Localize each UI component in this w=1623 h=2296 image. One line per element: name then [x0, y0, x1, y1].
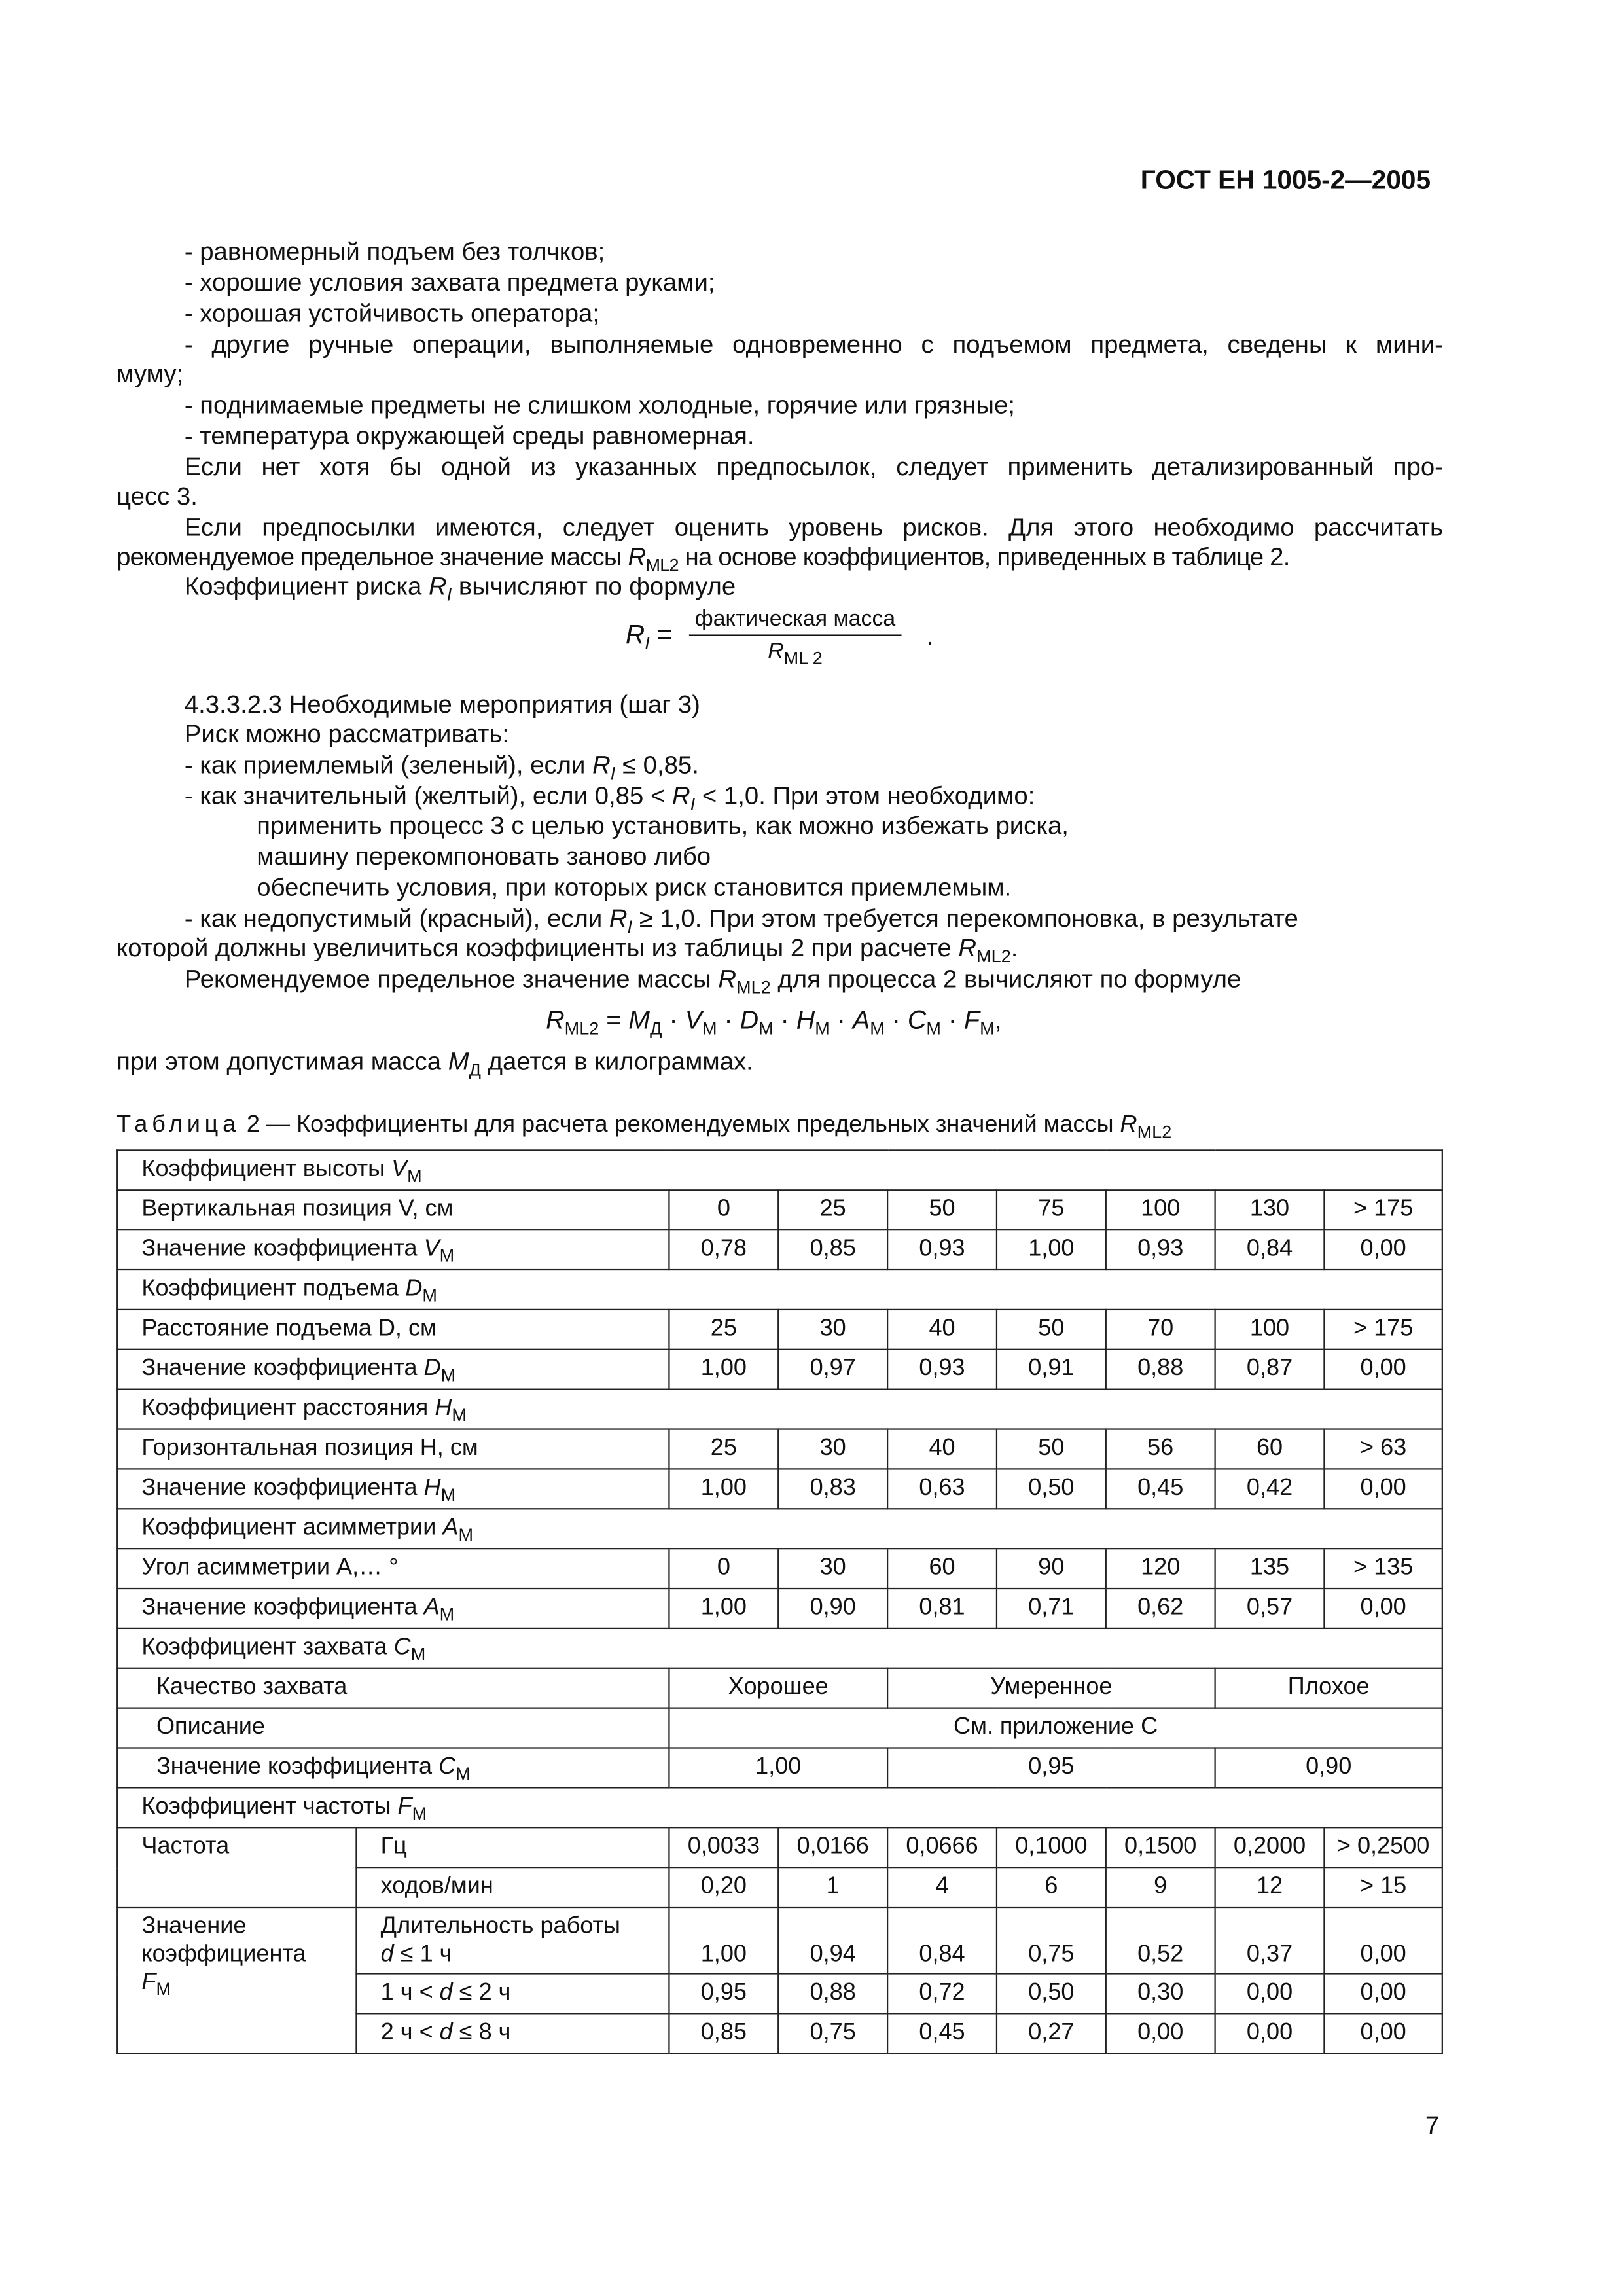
cell: 1,00: [669, 1748, 887, 1788]
paragraph-line: Если нет хотя бы одной из указанных предпосылок, следует применить детализированный про-: [184, 453, 1443, 481]
text-line: муму;: [116, 360, 184, 388]
cell: 0,84: [887, 1907, 997, 1973]
formula-lhs: $R_I$ =: [625, 619, 673, 654]
cell: 90: [997, 1549, 1106, 1588]
cell: 1,00: [669, 1907, 778, 1973]
cell: 0,0033: [669, 1827, 778, 1867]
cell: 0,95: [669, 1973, 778, 2013]
cell: 0,00: [1106, 2013, 1215, 2053]
cell: 0,88: [1106, 1350, 1215, 1390]
row-label: Вертикальная позиция V, см: [117, 1190, 669, 1230]
cell: 12: [1215, 1867, 1325, 1907]
cell: 0,20: [669, 1867, 778, 1907]
cell: > 135: [1324, 1549, 1442, 1588]
cell: 0,84: [1215, 1230, 1325, 1270]
cell: 0,00: [1324, 1469, 1442, 1509]
cell: 100: [1106, 1190, 1215, 1230]
cell: 0,0666: [887, 1827, 997, 1867]
coefficients-table: [116, 1149, 1443, 2054]
table-row: [117, 1748, 1442, 1788]
cell: Умеренное: [887, 1668, 1215, 1708]
cell: 0,85: [669, 2013, 778, 2053]
cell: 0,94: [778, 1907, 887, 1973]
cell: 0,30: [1106, 1973, 1215, 2013]
cell: 0,97: [778, 1350, 887, 1390]
row-label: Угол асимметрии A,… °: [117, 1549, 669, 1588]
bullet-line: - поднимаемые предметы не слишком холодные, горячие или грязные;: [184, 391, 1015, 420]
row-label: Описание: [117, 1708, 669, 1748]
document-header: ГОСТ ЕН 1005-2—2005: [1140, 165, 1431, 195]
cell: 75: [997, 1190, 1106, 1230]
cell: 0,62: [1106, 1588, 1215, 1628]
cell: 0,75: [778, 2013, 887, 2053]
cell: 50: [997, 1429, 1106, 1469]
cell: 30: [778, 1310, 887, 1350]
cell: 30: [778, 1429, 887, 1469]
cell: 40: [887, 1310, 997, 1350]
section-heading: 4.3.3.2.3 Необходимые мероприятия (шаг 3): [184, 691, 700, 719]
cell: 0,57: [1215, 1588, 1325, 1628]
table-row: [117, 1469, 1442, 1509]
table-row: [117, 1907, 1442, 1973]
cell: 4: [887, 1867, 997, 1907]
cell: 50: [887, 1190, 997, 1230]
table-row: [117, 1668, 1442, 1708]
table-section-row: [117, 1509, 1442, 1549]
row-label: Значение коэффициента $C_М$: [117, 1748, 669, 1788]
cell: См. приложение С: [669, 1708, 1442, 1748]
cell: Хорошее: [669, 1668, 887, 1708]
cell: 0,50: [997, 1469, 1106, 1509]
cell: 0,00: [1324, 1973, 1442, 2013]
row-label: Значение коэффициента $H_М$: [117, 1469, 669, 1509]
cell: 0: [669, 1190, 778, 1230]
cell: 6: [997, 1867, 1106, 1907]
formula-rml2: $R_{ML2} = M_Д \cdot V_М \cdot D_М \cdot H_М \cdot A_М \cdot C_М \cdot F_М$,: [546, 1005, 1002, 1039]
table-section-row: [117, 1390, 1442, 1429]
table-row: [117, 1827, 1442, 1867]
paragraph-line: Рекомендуемое предельное значение массы $R_{ML2}$ для процесса 2 вычисляют по формуле: [184, 965, 1241, 998]
cell: 0,85: [778, 1230, 887, 1270]
cell: 0,00: [1215, 2013, 1325, 2053]
cell: 0: [669, 1549, 778, 1588]
cell: 0,88: [778, 1973, 887, 2013]
cell: 0,90: [778, 1588, 887, 1628]
cell: 0,00: [1324, 1230, 1442, 1270]
row-label: Значение коэффициента $D_М$: [117, 1350, 669, 1390]
cell: 0,52: [1106, 1907, 1215, 1973]
section-label: Коэффициент расстояния $H_М$: [117, 1390, 1442, 1429]
cell: 25: [669, 1429, 778, 1469]
cell: 1,00: [669, 1350, 778, 1390]
row-label: Горизонтальная позиция H, см: [117, 1429, 669, 1469]
cell: 1,00: [669, 1588, 778, 1628]
table-row: [117, 1708, 1442, 1748]
cell: Плохое: [1215, 1668, 1442, 1708]
cell: 1,00: [997, 1230, 1106, 1270]
cell: 0,00: [1324, 1350, 1442, 1390]
row-sublabel: ходов/мин: [356, 1867, 669, 1907]
cell: > 15: [1324, 1867, 1442, 1907]
cell: 1: [778, 1867, 887, 1907]
cell: 0,2000: [1215, 1827, 1325, 1867]
cell: 50: [997, 1310, 1106, 1350]
indented-line: машину перекомпоновать заново либо: [257, 842, 711, 871]
cell: 0,45: [887, 2013, 997, 2053]
paragraph-line: Если предпосылки имеются, следует оценить уровень рисков. Для этого необходимо рассчитать: [184, 513, 1443, 542]
bullet-line: - как приемлемый (зеленый), если $R_I \le 0,85$.: [184, 751, 699, 784]
paragraph-line: при этом допустимая масса $M_Д$ дается в килограммах.: [116, 1047, 753, 1081]
section-label: Коэффициент захвата $C_М$: [117, 1628, 1442, 1668]
cell: 0,63: [887, 1469, 997, 1509]
cell: 60: [887, 1549, 997, 1588]
cell: 25: [778, 1190, 887, 1230]
cell: 0,75: [997, 1907, 1106, 1973]
bullet-line: - равномерный подъем без толчков;: [184, 237, 605, 266]
bullet-line: - температура окружающей среды равномерная.: [184, 422, 755, 450]
cell: 0,27: [997, 2013, 1106, 2053]
row-sublabel: 1 ч < d ≤ 2 ч: [356, 1973, 669, 2013]
cell: 0,83: [778, 1469, 887, 1509]
indented-line: обеспечить условия, при которых риск становится приемлемым.: [257, 873, 1012, 902]
table-caption: Таблица 2 — Коэффициенты для расчета рекомендуемых предельных значений массы $R_{ML2}$: [116, 1112, 1172, 1143]
cell: 130: [1215, 1190, 1325, 1230]
formula-fraction: [689, 605, 901, 668]
cell: 100: [1215, 1310, 1325, 1350]
row-label: Значение коэффициента $A_М$: [117, 1588, 669, 1628]
paragraph-line: которой должны увеличиться коэффициенты из таблицы 2 при расчете $R_{ML2}$.: [116, 934, 1018, 967]
cell: > 63: [1324, 1429, 1442, 1469]
table-row: [117, 1350, 1442, 1390]
cell: 1,00: [669, 1469, 778, 1509]
table-row: [117, 1549, 1442, 1588]
bullet-line: - как значительный (желтый), если $0,85 < R_I < 1,0$. При этом необходимо:: [184, 781, 1035, 815]
row-label: Качество захвата: [117, 1668, 669, 1708]
cell: 60: [1215, 1429, 1325, 1469]
row-sublabel: 2 ч < d ≤ 8 ч: [356, 2013, 669, 2053]
formula-denominator: $R_{ML 2}$: [768, 639, 823, 669]
cell: 30: [778, 1549, 887, 1588]
table-row: [117, 1310, 1442, 1350]
row-sublabel: Гц: [356, 1827, 669, 1867]
paragraph-line: рекомендуемое предельное значение массы $R_{ML2}$ на основе коэффициентов, приведенных в таблице 2.: [116, 543, 1290, 576]
cell: 0,91: [997, 1350, 1106, 1390]
table-section-row: [117, 1628, 1442, 1668]
row-sublabel: Длительность работы d ≤ 1 ч: [356, 1907, 669, 1973]
cell: 0,1500: [1106, 1827, 1215, 1867]
section-label: Коэффициент частоты $F_М$: [117, 1787, 1442, 1827]
formula-period: .: [926, 622, 934, 651]
cell: 0,37: [1215, 1907, 1325, 1973]
table-row: [117, 1230, 1442, 1270]
cell: 0,93: [1106, 1230, 1215, 1270]
cell: 120: [1106, 1549, 1215, 1588]
page-number: 7: [1425, 2111, 1440, 2140]
cell: 0,93: [887, 1350, 997, 1390]
cell: 0,71: [997, 1588, 1106, 1628]
paragraph-line: цесс 3.: [116, 482, 198, 511]
cell: 0,1000: [997, 1827, 1106, 1867]
cell: 0,00: [1324, 1907, 1442, 1973]
bullet-line: - хорошие условия захвата предмета руками;: [184, 268, 715, 297]
table-section-row: [117, 1150, 1442, 1190]
section-label: Коэффициент высоты $V_М$: [117, 1150, 1442, 1190]
table-row: [117, 1429, 1442, 1469]
cell: 0,00: [1324, 1588, 1442, 1628]
cell: 0,00: [1215, 1973, 1325, 2013]
row-label: Частота: [117, 1827, 356, 1907]
cell: 0,72: [887, 1973, 997, 2013]
bullet-line: - другие ручные операции, выполняемые одновременно с подъемом предмета, сведены к мини-: [184, 331, 1443, 359]
cell: 135: [1215, 1549, 1325, 1588]
table-row: [117, 1190, 1442, 1230]
cell: 25: [669, 1310, 778, 1350]
cell: 0,50: [997, 1973, 1106, 2013]
cell: 56: [1106, 1429, 1215, 1469]
table-section-row: [117, 1270, 1442, 1310]
cell: 0,90: [1215, 1748, 1442, 1788]
cell: 0,00: [1324, 2013, 1442, 2053]
cell: 0,78: [669, 1230, 778, 1270]
row-label: Значение коэффициента $F_М$: [117, 1907, 356, 2053]
cell: 9: [1106, 1867, 1215, 1907]
cell: 0,45: [1106, 1469, 1215, 1509]
indented-line: применить процесс 3 с целью установить, как можно избежать риска,: [257, 812, 1069, 840]
table-section-row: [117, 1787, 1442, 1827]
section-label: Коэффициент подъема $D_М$: [117, 1270, 1442, 1310]
table-row: [117, 1588, 1442, 1628]
cell: > 0,2500: [1324, 1827, 1442, 1867]
bullet-line: - как недопустимый (красный), если $R_I \ge 1,0$. При этом требуется перекомпоновка, в результате: [184, 905, 1298, 937]
cell: 0,81: [887, 1588, 997, 1628]
row-label: Расстояние подъема D, см: [117, 1310, 669, 1350]
cell: 70: [1106, 1310, 1215, 1350]
cell: > 175: [1324, 1190, 1442, 1230]
paragraph-line: Коэффициент риска $R_I$ вычисляют по формуле: [184, 572, 736, 605]
cell: 0,0166: [778, 1827, 887, 1867]
paragraph-line: Риск можно рассматривать:: [184, 720, 510, 749]
cell: 0,42: [1215, 1469, 1325, 1509]
section-label: Коэффициент асимметрии $A_М$: [117, 1509, 1442, 1549]
row-label: Значение коэффициента $V_М$: [117, 1230, 669, 1270]
cell: 40: [887, 1429, 997, 1469]
cell: > 175: [1324, 1310, 1442, 1350]
cell: 0,87: [1215, 1350, 1325, 1390]
bullet-line: - хорошая устойчивость оператора;: [184, 299, 599, 328]
cell: 0,93: [887, 1230, 997, 1270]
formula-numerator: фактическая масса: [689, 605, 901, 636]
cell: 0,95: [887, 1748, 1215, 1788]
